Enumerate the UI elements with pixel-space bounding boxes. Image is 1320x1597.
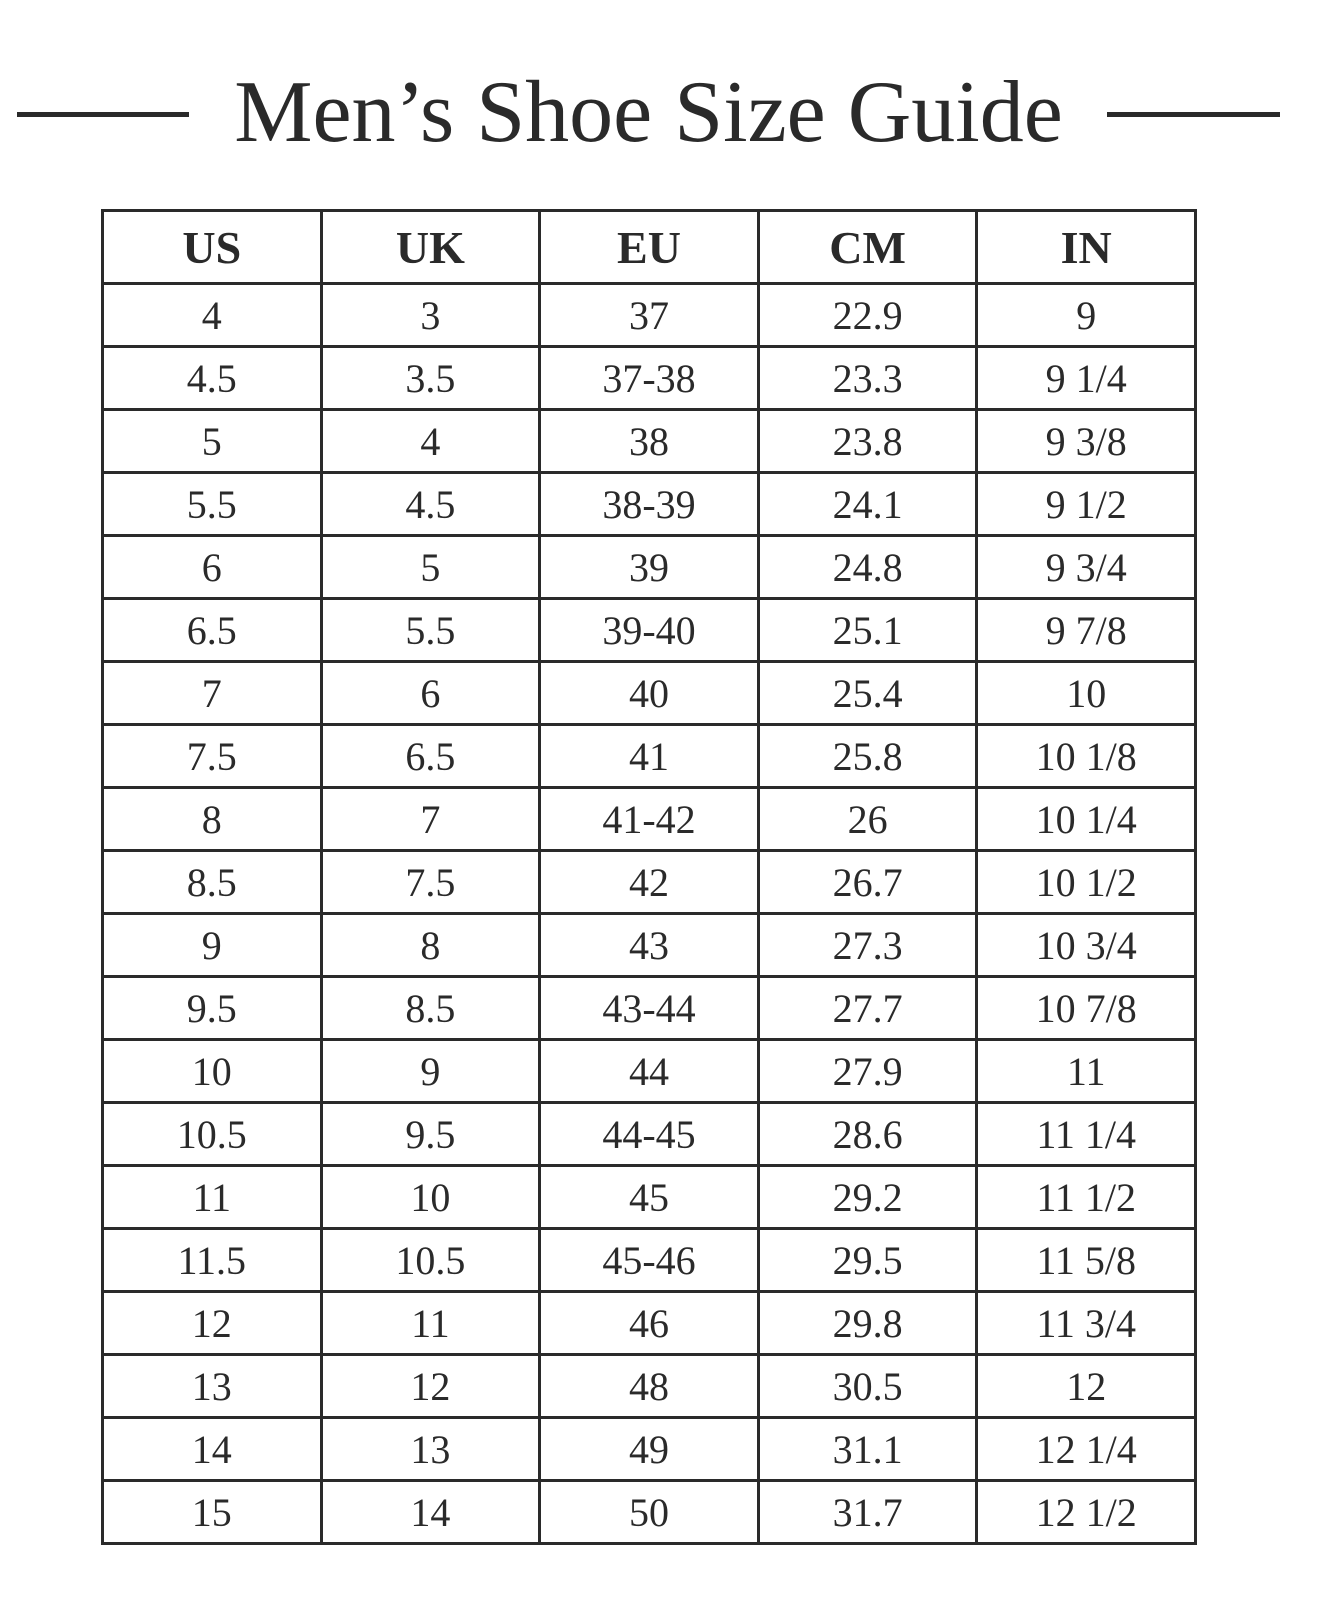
cell-uk: 12 <box>321 1355 540 1418</box>
cell-in: 9 7/8 <box>977 599 1196 662</box>
header-cm: CM <box>758 211 977 284</box>
cell-cm: 24.1 <box>758 473 977 536</box>
cell-uk: 4 <box>321 410 540 473</box>
cell-in: 9 1/4 <box>977 347 1196 410</box>
cell-cm: 31.7 <box>758 1481 977 1544</box>
cell-uk: 7.5 <box>321 851 540 914</box>
cell-uk: 4.5 <box>321 473 540 536</box>
title-rule-right <box>1107 112 1280 117</box>
cell-us: 6 <box>103 536 322 599</box>
cell-uk: 14 <box>321 1481 540 1544</box>
header-eu: EU <box>540 211 759 284</box>
cell-uk: 11 <box>321 1292 540 1355</box>
table-row <box>103 1229 1196 1292</box>
cell-eu: 38 <box>540 410 759 473</box>
title-row <box>0 58 1320 168</box>
cell-uk: 9.5 <box>321 1103 540 1166</box>
cell-cm: 25.8 <box>758 725 977 788</box>
cell-us: 5.5 <box>103 473 322 536</box>
cell-eu: 48 <box>540 1355 759 1418</box>
cell-cm: 23.8 <box>758 410 977 473</box>
cell-in: 11 1/2 <box>977 1166 1196 1229</box>
cell-in: 10 7/8 <box>977 977 1196 1040</box>
cell-us: 14 <box>103 1418 322 1481</box>
cell-uk: 6.5 <box>321 725 540 788</box>
cell-us: 12 <box>103 1292 322 1355</box>
cell-in: 10 3/4 <box>977 914 1196 977</box>
cell-in: 9 3/8 <box>977 410 1196 473</box>
cell-eu: 42 <box>540 851 759 914</box>
cell-us: 7 <box>103 662 322 725</box>
table-row <box>103 725 1196 788</box>
cell-eu: 37 <box>540 284 759 347</box>
cell-cm: 29.8 <box>758 1292 977 1355</box>
cell-eu: 45 <box>540 1166 759 1229</box>
table-row <box>103 410 1196 473</box>
cell-eu: 50 <box>540 1481 759 1544</box>
cell-us: 10.5 <box>103 1103 322 1166</box>
cell-uk: 8.5 <box>321 977 540 1040</box>
table-row <box>103 1355 1196 1418</box>
table-row <box>103 1481 1196 1544</box>
cell-eu: 46 <box>540 1292 759 1355</box>
cell-cm: 30.5 <box>758 1355 977 1418</box>
header-us: US <box>103 211 322 284</box>
cell-us: 8 <box>103 788 322 851</box>
size-table <box>101 209 1197 1545</box>
table-row <box>103 1103 1196 1166</box>
table-row <box>103 347 1196 410</box>
cell-uk: 5.5 <box>321 599 540 662</box>
cell-in: 10 1/8 <box>977 725 1196 788</box>
cell-cm: 29.5 <box>758 1229 977 1292</box>
table-row <box>103 1166 1196 1229</box>
cell-in: 9 3/4 <box>977 536 1196 599</box>
cell-cm: 25.4 <box>758 662 977 725</box>
cell-cm: 27.7 <box>758 977 977 1040</box>
cell-us: 9.5 <box>103 977 322 1040</box>
cell-eu: 41 <box>540 725 759 788</box>
cell-eu: 43 <box>540 914 759 977</box>
cell-uk: 8 <box>321 914 540 977</box>
cell-cm: 29.2 <box>758 1166 977 1229</box>
table-row <box>103 536 1196 599</box>
cell-eu: 39 <box>540 536 759 599</box>
cell-in: 10 1/4 <box>977 788 1196 851</box>
cell-us: 6.5 <box>103 599 322 662</box>
table-row <box>103 1292 1196 1355</box>
cell-in: 12 1/2 <box>977 1481 1196 1544</box>
cell-us: 9 <box>103 914 322 977</box>
table-row <box>103 788 1196 851</box>
cell-cm: 26 <box>758 788 977 851</box>
cell-uk: 13 <box>321 1418 540 1481</box>
cell-in: 11 <box>977 1040 1196 1103</box>
table-row <box>103 662 1196 725</box>
cell-us: 4 <box>103 284 322 347</box>
cell-us: 8.5 <box>103 851 322 914</box>
cell-us: 11.5 <box>103 1229 322 1292</box>
table-row <box>103 599 1196 662</box>
table-body <box>103 284 1196 1544</box>
cell-eu: 40 <box>540 662 759 725</box>
cell-us: 4.5 <box>103 347 322 410</box>
cell-us: 11 <box>103 1166 322 1229</box>
cell-cm: 25.1 <box>758 599 977 662</box>
cell-eu: 43-44 <box>540 977 759 1040</box>
cell-eu: 38-39 <box>540 473 759 536</box>
cell-cm: 26.7 <box>758 851 977 914</box>
cell-eu: 45-46 <box>540 1229 759 1292</box>
cell-uk: 3 <box>321 284 540 347</box>
cell-eu: 41-42 <box>540 788 759 851</box>
page-title: Men’s Shoe Size Guide <box>234 64 1063 161</box>
cell-uk: 10.5 <box>321 1229 540 1292</box>
cell-uk: 3.5 <box>321 347 540 410</box>
cell-us: 5 <box>103 410 322 473</box>
cell-uk: 6 <box>321 662 540 725</box>
cell-eu: 37-38 <box>540 347 759 410</box>
cell-cm: 28.6 <box>758 1103 977 1166</box>
cell-in: 11 3/4 <box>977 1292 1196 1355</box>
table-row <box>103 473 1196 536</box>
table-row <box>103 914 1196 977</box>
cell-uk: 7 <box>321 788 540 851</box>
header-uk: UK <box>321 211 540 284</box>
cell-in: 12 <box>977 1355 1196 1418</box>
cell-us: 7.5 <box>103 725 322 788</box>
cell-cm: 22.9 <box>758 284 977 347</box>
cell-in: 11 5/8 <box>977 1229 1196 1292</box>
cell-in: 12 1/4 <box>977 1418 1196 1481</box>
cell-in: 9 1/2 <box>977 473 1196 536</box>
header-row <box>103 211 1196 284</box>
table-row <box>103 284 1196 347</box>
cell-cm: 24.8 <box>758 536 977 599</box>
cell-cm: 31.1 <box>758 1418 977 1481</box>
cell-us: 13 <box>103 1355 322 1418</box>
title-rule-left <box>17 112 189 117</box>
cell-eu: 44-45 <box>540 1103 759 1166</box>
cell-in: 11 1/4 <box>977 1103 1196 1166</box>
cell-in: 10 <box>977 662 1196 725</box>
cell-uk: 10 <box>321 1166 540 1229</box>
table-row <box>103 1040 1196 1103</box>
cell-uk: 9 <box>321 1040 540 1103</box>
cell-us: 15 <box>103 1481 322 1544</box>
cell-cm: 27.9 <box>758 1040 977 1103</box>
cell-eu: 44 <box>540 1040 759 1103</box>
cell-cm: 23.3 <box>758 347 977 410</box>
cell-cm: 27.3 <box>758 914 977 977</box>
table-row <box>103 977 1196 1040</box>
cell-uk: 5 <box>321 536 540 599</box>
cell-in: 9 <box>977 284 1196 347</box>
cell-us: 10 <box>103 1040 322 1103</box>
cell-eu: 39-40 <box>540 599 759 662</box>
cell-in: 10 1/2 <box>977 851 1196 914</box>
table-row <box>103 851 1196 914</box>
header-in: IN <box>977 211 1196 284</box>
cell-eu: 49 <box>540 1418 759 1481</box>
table-row <box>103 1418 1196 1481</box>
